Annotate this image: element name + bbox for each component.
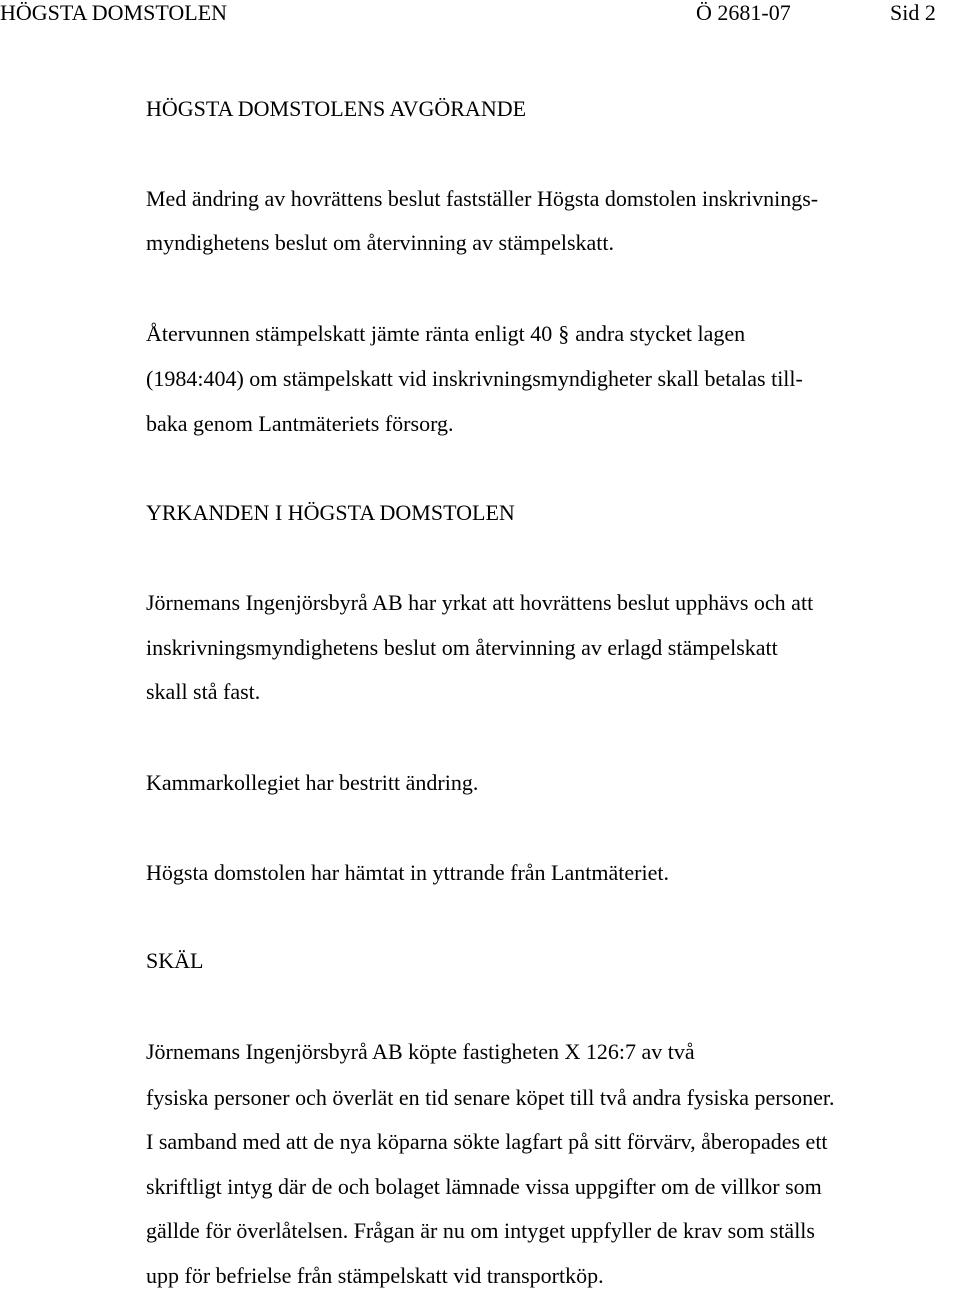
court-name: HÖGSTA DOMSTOLEN <box>0 0 228 25</box>
reasons-heading: SKÄL <box>146 948 204 973</box>
text-fragment: andra stycket lagen <box>575 321 746 346</box>
decision-paragraph-line: Med ändring av hovrättens beslut fastställer Högsta domstolen inskrivnings- <box>146 186 819 211</box>
decision-paragraph-line: (1984:404) om stämpelskatt vid inskrivningsmyndigheter skall betalas till- <box>146 366 803 391</box>
claims-paragraph-line: inskrivningsmyndighetens beslut om återvinning av erlagd stämpelskatt <box>146 635 778 660</box>
section-sign: § <box>558 321 570 346</box>
reasons-paragraph-line: skriftligt intyg där de och bolaget lämnade vissa uppgifter om de villkor som <box>146 1174 822 1199</box>
claims-paragraph-line: Högsta domstolen har hämtat in yttrande från Lantmäteriet. <box>146 860 669 885</box>
case-number: Ö 2681-07 <box>696 0 791 25</box>
text-fragment: Återvunnen stämpelskatt jämte ränta enligt 40 <box>146 321 553 346</box>
claims-paragraph-line: Kammarkollegiet har bestritt ändring. <box>146 770 479 795</box>
page-header <box>0 0 960 30</box>
claims-paragraph-line: skall stå fast. <box>146 679 261 704</box>
reasons-paragraph-line: Jörnemans Ingenjörsbyrå AB köpte fastigheten X 126:7 av två <box>146 1039 695 1064</box>
decision-paragraph-line <box>146 321 745 347</box>
reasons-paragraph-line: upp för befrielse från stämpelskatt vid transportköp. <box>146 1263 604 1288</box>
reasons-paragraph-line: gällde för överlåtelsen. Frågan är nu om intyget uppfyller de krav som ställs <box>146 1218 815 1243</box>
decision-paragraph-line: baka genom Lantmäteriets försorg. <box>146 411 454 436</box>
claims-heading: YRKANDEN I HÖGSTA DOMSTOLEN <box>146 500 515 525</box>
claims-paragraph-line: Jörnemans Ingenjörsbyrå AB har yrkat att hovrättens beslut upphävs och att <box>146 590 814 615</box>
page-number: Sid 2 <box>890 0 936 25</box>
reasons-paragraph-line: I samband med att de nya köparna sökte lagfart på sitt förvärv, åberopades ett <box>146 1129 828 1154</box>
reasons-paragraph-line: fysiska personer och överlät en tid senare köpet till två andra fysiska personer. <box>146 1085 835 1110</box>
decision-paragraph-line: myndighetens beslut om återvinning av stämpelskatt. <box>146 230 615 255</box>
decision-heading: HÖGSTA DOMSTOLENS AVGÖRANDE <box>146 96 527 121</box>
